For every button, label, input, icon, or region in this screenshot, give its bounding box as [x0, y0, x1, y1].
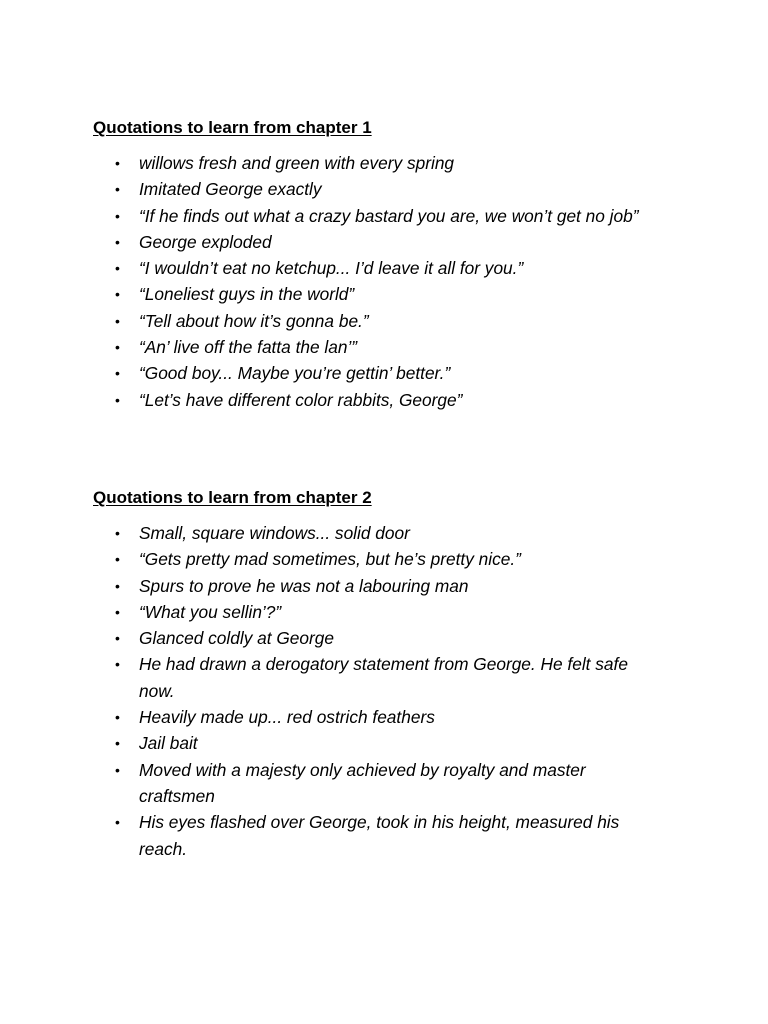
list-item — [93, 573, 659, 599]
list-item — [93, 176, 659, 202]
bullet-icon: • — [115, 525, 120, 541]
quote-text: “An’ live off the fatta the lan’” — [139, 337, 358, 358]
chapter-1-quote-list — [93, 150, 693, 413]
quote-text: willows fresh and green with every spring — [139, 153, 455, 173]
bullet-icon: • — [115, 312, 120, 329]
bullet-icon: • — [115, 365, 120, 382]
bullet-icon: • — [115, 630, 120, 647]
quote-text: His eyes flashed over George, took in his height, measured his reach. — [139, 812, 620, 859]
list-item — [93, 334, 659, 360]
quote-text: Spurs to prove he was not a labouring man — [139, 575, 469, 596]
list-item — [93, 704, 659, 730]
bullet-icon: • — [115, 603, 120, 620]
bullet-icon: • — [115, 181, 120, 198]
chapter-1-heading: Quotations to learn from chapter 1 — [93, 118, 372, 137]
quote-text: “Tell about how it’s gonna be.” — [139, 310, 369, 331]
chapter-2-quote-list — [93, 520, 693, 862]
list-item — [93, 809, 659, 862]
quote-text: “I wouldn’t eat no ketchup... I’d leave it all for you.” — [139, 258, 524, 279]
quote-text: “Loneliest guys in the world” — [139, 284, 355, 305]
quote-text: “What you sellin’?” — [139, 601, 282, 622]
list-item — [93, 387, 659, 413]
quote-text: “Let’s have different color rabbits, George” — [139, 389, 463, 410]
bullet-icon: • — [115, 656, 120, 673]
bullet-icon: • — [115, 233, 120, 250]
list-item — [93, 730, 659, 756]
bullet-icon: • — [115, 735, 120, 752]
chapter-2-section — [93, 487, 693, 862]
bullet-icon: • — [115, 391, 120, 408]
list-item — [93, 281, 659, 307]
bullet-icon: • — [115, 260, 120, 277]
bullet-icon: • — [115, 761, 120, 778]
bullet-icon: • — [115, 814, 120, 831]
bullet-icon: • — [115, 207, 120, 224]
quote-text: Moved with a majesty only achieved by royalty and master craftsmen — [139, 759, 586, 806]
list-item — [93, 308, 659, 334]
quote-text: Imitated George exactly — [139, 179, 322, 200]
list-item — [93, 757, 659, 810]
quote-text: Small, square windows... solid door — [139, 523, 410, 543]
list-item — [93, 625, 659, 651]
list-item — [93, 150, 659, 176]
list-item — [93, 229, 659, 255]
quote-text: He had drawn a derogatory statement from George. He felt safe now. — [139, 654, 628, 701]
chapter-2-heading: Quotations to learn from chapter 2 — [93, 488, 372, 507]
list-item — [93, 651, 659, 704]
quote-text: “Good boy... Maybe you’re gettin’ better.” — [139, 363, 451, 384]
quote-text: Heavily made up... red ostrich feathers — [139, 707, 435, 728]
bullet-icon: • — [115, 551, 120, 568]
bullet-icon: • — [115, 339, 120, 356]
list-item — [93, 360, 659, 386]
quote-text: Jail bait — [139, 733, 198, 754]
list-item — [93, 520, 659, 546]
bullet-icon: • — [115, 286, 120, 303]
quote-text: “Gets pretty mad sometimes, but he’s pretty nice.” — [139, 549, 521, 570]
bullet-icon: • — [115, 577, 120, 594]
list-item — [93, 203, 659, 229]
chapter-1-section — [93, 117, 693, 413]
bullet-icon: • — [115, 709, 120, 726]
list-item — [93, 546, 659, 572]
bullet-icon: • — [115, 155, 120, 171]
quote-text: George exploded — [139, 231, 272, 252]
quote-text: “If he finds out what a crazy bastard you are, we won’t get no job” — [139, 205, 639, 226]
list-item — [93, 255, 659, 281]
quote-text: Glanced coldly at George — [139, 628, 335, 649]
list-item — [93, 599, 659, 625]
